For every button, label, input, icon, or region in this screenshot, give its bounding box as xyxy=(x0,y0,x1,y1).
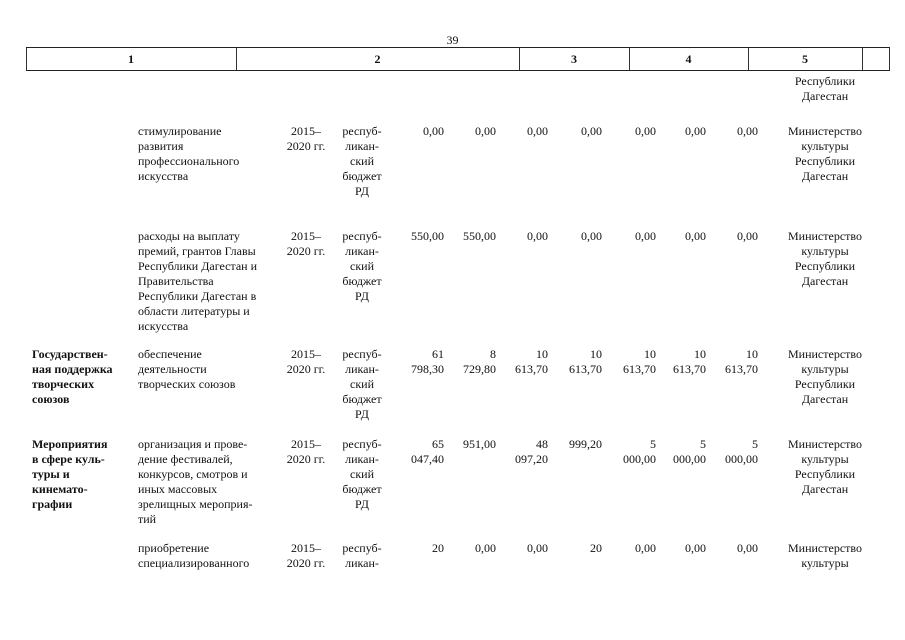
row-executor: Министерство культуры Республики Дагестан xyxy=(788,347,862,406)
row-value: 0,00 xyxy=(635,229,656,243)
row-source: респуб- ликан- ский бюджет РД xyxy=(342,437,382,511)
carried-executor-text: Республики Дагестан xyxy=(794,74,856,103)
row-period: 2015– 2020 гг. xyxy=(286,437,326,466)
row-value: 10 613,70 xyxy=(515,347,548,376)
row-value: 0,00 xyxy=(581,229,602,243)
column-header-2: 2 xyxy=(374,52,381,66)
row-executor: Министерство культуры xyxy=(788,541,862,570)
row-period: 2015– 2020 гг. xyxy=(286,541,326,570)
row-description: обеспечение деятельности творческих союзов xyxy=(138,347,236,391)
row-value: 0,00 xyxy=(527,124,548,138)
row-value: 5 000,00 xyxy=(623,437,656,466)
row-value: 550,00 xyxy=(463,229,496,243)
row-section-title: Государствен- ная поддержка творческих союзов xyxy=(32,347,113,406)
column-header-1: 1 xyxy=(128,52,134,66)
row-source: респуб- ликан- ский бюджет РД xyxy=(342,229,382,303)
row-value: 0,00 xyxy=(635,541,656,555)
row-value: 65 047,40 xyxy=(411,437,444,466)
row-value: 10 613,70 xyxy=(623,347,656,376)
row-value: 0,00 xyxy=(423,124,444,138)
row-value: 0,00 xyxy=(475,124,496,138)
row-period: 2015– 2020 гг. xyxy=(286,229,326,258)
row-description: расходы на выплату премий, грантов Главы Республики Дагестан и Правительства Республики Дагестан в области литературы и искусства xyxy=(138,229,257,333)
header-divider xyxy=(862,48,863,70)
row-value: 8 729,80 xyxy=(463,347,496,376)
row-description: организация и прове- дение фестивалей, конкурсов, смотров и иных массовых зрелищных мероприя- тий xyxy=(138,437,253,526)
row-value: 0,00 xyxy=(737,229,758,243)
row-section-title: Мероприятия в сфере куль- туры и кинемато- графии xyxy=(32,437,108,511)
row-value: 0,00 xyxy=(527,541,548,555)
column-header-4: 4 xyxy=(685,52,692,66)
header-top-border xyxy=(26,47,890,48)
row-value: 0,00 xyxy=(527,229,548,243)
row-executor: Министерство культуры Республики Дагестан xyxy=(788,124,862,183)
row-description: стимулирование развития профессионального искусства xyxy=(138,124,240,183)
row-period: 2015– 2020 гг. xyxy=(286,347,326,376)
row-executor: Министерство культуры Республики Дагестан xyxy=(788,229,862,288)
row-value: 0,00 xyxy=(737,124,758,138)
column-header-3: 3 xyxy=(571,52,577,66)
row-value: 0,00 xyxy=(581,124,602,138)
row-value: 0,00 xyxy=(685,541,706,555)
row-value: 20 xyxy=(432,541,444,555)
row-value: 20 xyxy=(590,541,602,555)
column-header-5: 5 xyxy=(802,52,808,66)
row-value: 5 000,00 xyxy=(725,437,758,466)
row-value: 10 613,70 xyxy=(725,347,758,376)
row-value: 10 613,70 xyxy=(569,347,602,376)
row-value: 10 613,70 xyxy=(673,347,706,376)
row-value: 0,00 xyxy=(685,229,706,243)
header-divider xyxy=(889,48,890,70)
row-value: 5 000,00 xyxy=(673,437,706,466)
row-value: 951,00 xyxy=(463,437,496,451)
row-executor: Министерство культуры Республики Дагестан xyxy=(788,437,862,496)
row-value: 0,00 xyxy=(475,541,496,555)
page-number: 39 xyxy=(446,33,459,47)
row-source: респуб- ликан- ский бюджет РД xyxy=(342,347,382,421)
header-bottom-border xyxy=(26,70,890,71)
row-value: 0,00 xyxy=(737,541,758,555)
row-value: 48 097,20 xyxy=(515,437,548,466)
row-value: 61 798,30 xyxy=(411,347,444,376)
row-value: 999,20 xyxy=(569,437,602,451)
row-description: приобретение специализированного xyxy=(138,541,250,570)
row-period: 2015– 2020 гг. xyxy=(286,124,326,153)
row-source: респуб- ликан- ский бюджет РД xyxy=(342,124,382,198)
row-value: 550,00 xyxy=(411,229,444,243)
row-source: респуб- ликан- xyxy=(342,541,382,570)
row-value: 0,00 xyxy=(685,124,706,138)
row-value: 0,00 xyxy=(635,124,656,138)
